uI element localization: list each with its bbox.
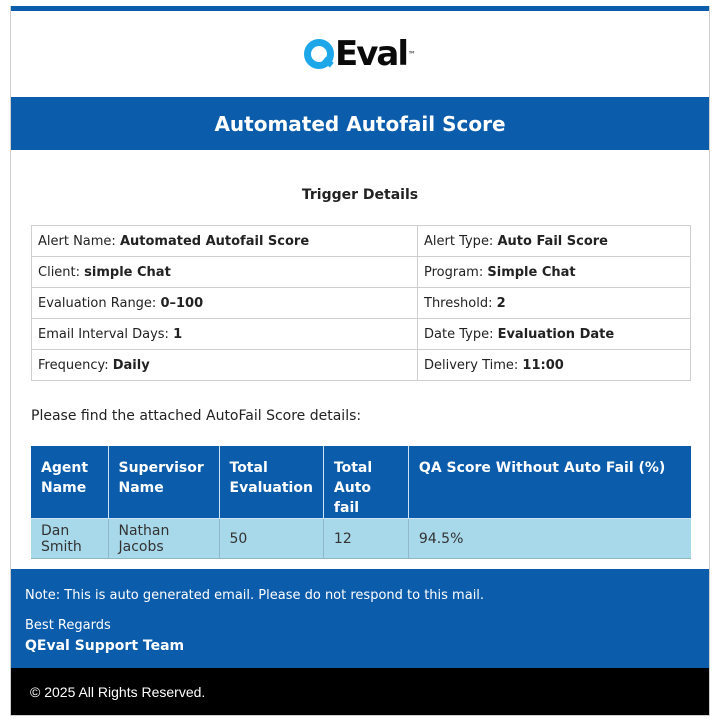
footer-note-section <box>11 569 709 668</box>
detail-client: Client: simple Chat <box>32 257 418 288</box>
logo-area <box>11 11 709 97</box>
regards-text: Best Regards <box>25 618 111 633</box>
detail-email-interval: Email Interval Days: 1 <box>32 319 418 350</box>
cell-agent-name: Dan Smith <box>31 519 108 559</box>
col-qa-score: QA Score Without Auto Fail (%) <box>408 446 691 519</box>
detail-frequency: Frequency: Daily <box>32 350 418 381</box>
qeval-logo <box>304 34 416 74</box>
email-container <box>10 6 710 716</box>
col-total-auto-fail: Total Auto fail <box>323 446 408 519</box>
page-title: Automated Autofail Score <box>11 97 709 150</box>
autofail-score-table <box>31 446 691 559</box>
col-agent-name: Agent Name <box>31 446 108 519</box>
detail-alert-type: Alert Type: Auto Fail Score <box>418 226 691 257</box>
intro-text: Please find the attached AutoFail Score details: <box>31 408 362 424</box>
table-row <box>32 319 691 350</box>
detail-program: Program: Simple Chat <box>418 257 691 288</box>
col-total-evaluation: Total Evaluation <box>219 446 323 519</box>
trigger-details-table <box>31 225 691 381</box>
table-header-row <box>31 446 691 519</box>
copyright-footer <box>11 668 709 715</box>
cell-total-auto-fail: 12 <box>323 519 408 559</box>
detail-evaluation-range: Evaluation Range: 0–100 <box>32 288 418 319</box>
cell-total-evaluation: 50 <box>219 519 323 559</box>
logo-trademark: ™ <box>408 49 416 59</box>
auto-email-note: Note: This is auto generated email. Please do not respond to this mail. <box>25 588 485 603</box>
trigger-details-title: Trigger Details <box>301 187 419 203</box>
table-row <box>32 288 691 319</box>
logo-q-icon <box>304 39 334 69</box>
col-supervisor-name: Supervisor Name <box>108 446 219 519</box>
table-row <box>32 350 691 381</box>
detail-alert-name: Alert Name: Automated Autofail Score <box>32 226 418 257</box>
copyright-text: © 2025 All Rights Reserved. <box>30 684 206 700</box>
detail-date-type: Date Type: Evaluation Date <box>418 319 691 350</box>
logo-word: Eval <box>335 34 407 74</box>
table-row <box>31 519 691 559</box>
support-team-name: QEval Support Team <box>25 638 185 654</box>
detail-delivery-time: Delivery Time: 11:00 <box>418 350 691 381</box>
table-row <box>32 226 691 257</box>
cell-supervisor-name: Nathan Jacobs <box>108 519 219 559</box>
cell-qa-score: 94.5% <box>408 519 691 559</box>
table-row <box>32 257 691 288</box>
detail-threshold: Threshold: 2 <box>418 288 691 319</box>
